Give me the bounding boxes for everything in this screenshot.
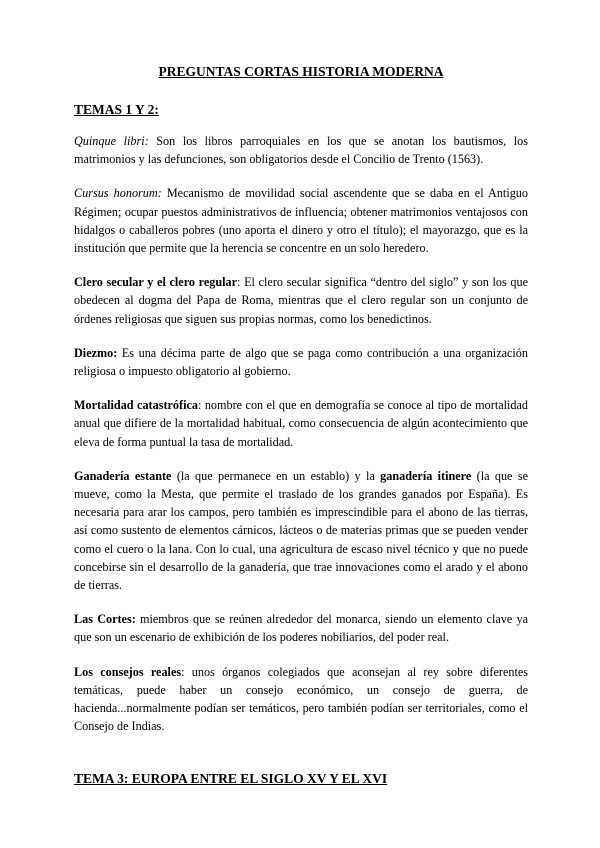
term-ganaderia-estante: Ganadería estante	[74, 468, 172, 483]
entry-consejos-reales	[74, 663, 528, 736]
definition-ganaderia-part1: (la que permanece en un establo) y la	[171, 468, 381, 483]
definition-mortalidad-catastrofica: : nombre con el que en demografía se conoce al tipo de mortalidad anual que difiere de la mortalidad habitual, como consecuencia de algún acontecimiento que eleva de forma puntual la tasa de mortalidad.	[74, 398, 528, 449]
entry-mortalidad-catastrofica	[74, 396, 528, 451]
entry-quinque-libri	[74, 132, 528, 168]
definition-las-cortes: miembros que se reúnen alrededor del monarca, siendo un elemento clave ya que son un escenario de exhibición de los poderes nobiliarios, del poder real.	[74, 612, 528, 645]
term-quinque-libri: Quinque libri:	[74, 134, 149, 148]
definition-diezmo: Es una décima parte de algo que se paga como contribución a una organización religiosa o impuesto obligatorio al gobierno.	[74, 345, 528, 379]
term-ganaderia-itinere: ganadería itinere	[380, 468, 472, 483]
entry-diezmo	[74, 344, 528, 380]
definition-clero: : El clero secular significa “dentro del siglo” y son los que obedecen al dogma del Papa de Roma, mientras que el clero regular son un conjunto de órdenes religiosas que siguen sus propias normas, como los benedictinos.	[74, 275, 528, 326]
definition-consejos-reales: : unos órganos colegiados que aconsejan al rey sobre diferentes temáticas, puede haber un consejo económico, un consejo de guerra, de hacienda...normalmente podían ser temáticos, pero también podían ser territoriales, como el Consejo de Indias.	[74, 664, 528, 734]
definition-ganaderia-part2: (la que se mueve, como la Mesta, que permite el traslado de los grandes ganados por España). Es necesaria para arar los campos, pero también es imprescindible para el abono de las tierras, así como sustento de elementos cárnicos, lácteos o de materias primas que se pueden vender como el cuero o la lana. Con lo cual, una agricultura de escaso nivel técnico y que no puede concebirse sin el desarrollo de la ganadería, que trae innovaciones como el arado y el abono de tierras.	[74, 468, 528, 593]
term-mortalidad-catastrofica: Mortalidad catastrófica	[74, 398, 198, 413]
term-cursus-honorum: Cursus honorum:	[74, 186, 162, 201]
section-heading-tema-3: TEMA 3: EUROPA ENTRE EL SIGLO XV Y EL XVI	[74, 771, 388, 787]
definition-cursus-honorum: Mecanismo de movilidad social ascendente que se daba en el Antiguo Régimen; ocupar puestos administrativos de influencia; obtener matrimonios ventajosos con hidalgos o caballeros pobres (uno aporta el dinero y otro el título); el mayorazgo, que es la institución que permite que la herencia se concentre en un solo heredero.	[74, 186, 528, 256]
entry-cursus-honorum	[74, 184, 528, 257]
section-heading-temas-1-2: TEMAS 1 Y 2:	[74, 102, 159, 117]
term-las-cortes: Las Cortes:	[74, 612, 136, 627]
term-diezmo: Diezmo:	[74, 345, 118, 360]
term-clero: Clero secular y el clero regular	[74, 275, 238, 290]
document-title: PREGUNTAS CORTAS HISTORIA MODERNA	[158, 64, 444, 79]
entry-las-cortes	[74, 610, 528, 646]
document-page	[74, 64, 528, 801]
entry-clero	[74, 273, 528, 328]
entry-ganaderia	[74, 467, 528, 594]
definition-quinque-libri: Son los libros parroquiales en los que se anotan los bautismos, los matrimonios y las defunciones, son obligatorios desde el Concilio de Trento (1563).	[74, 134, 528, 167]
term-consejos-reales: Los consejos reales	[74, 664, 182, 679]
